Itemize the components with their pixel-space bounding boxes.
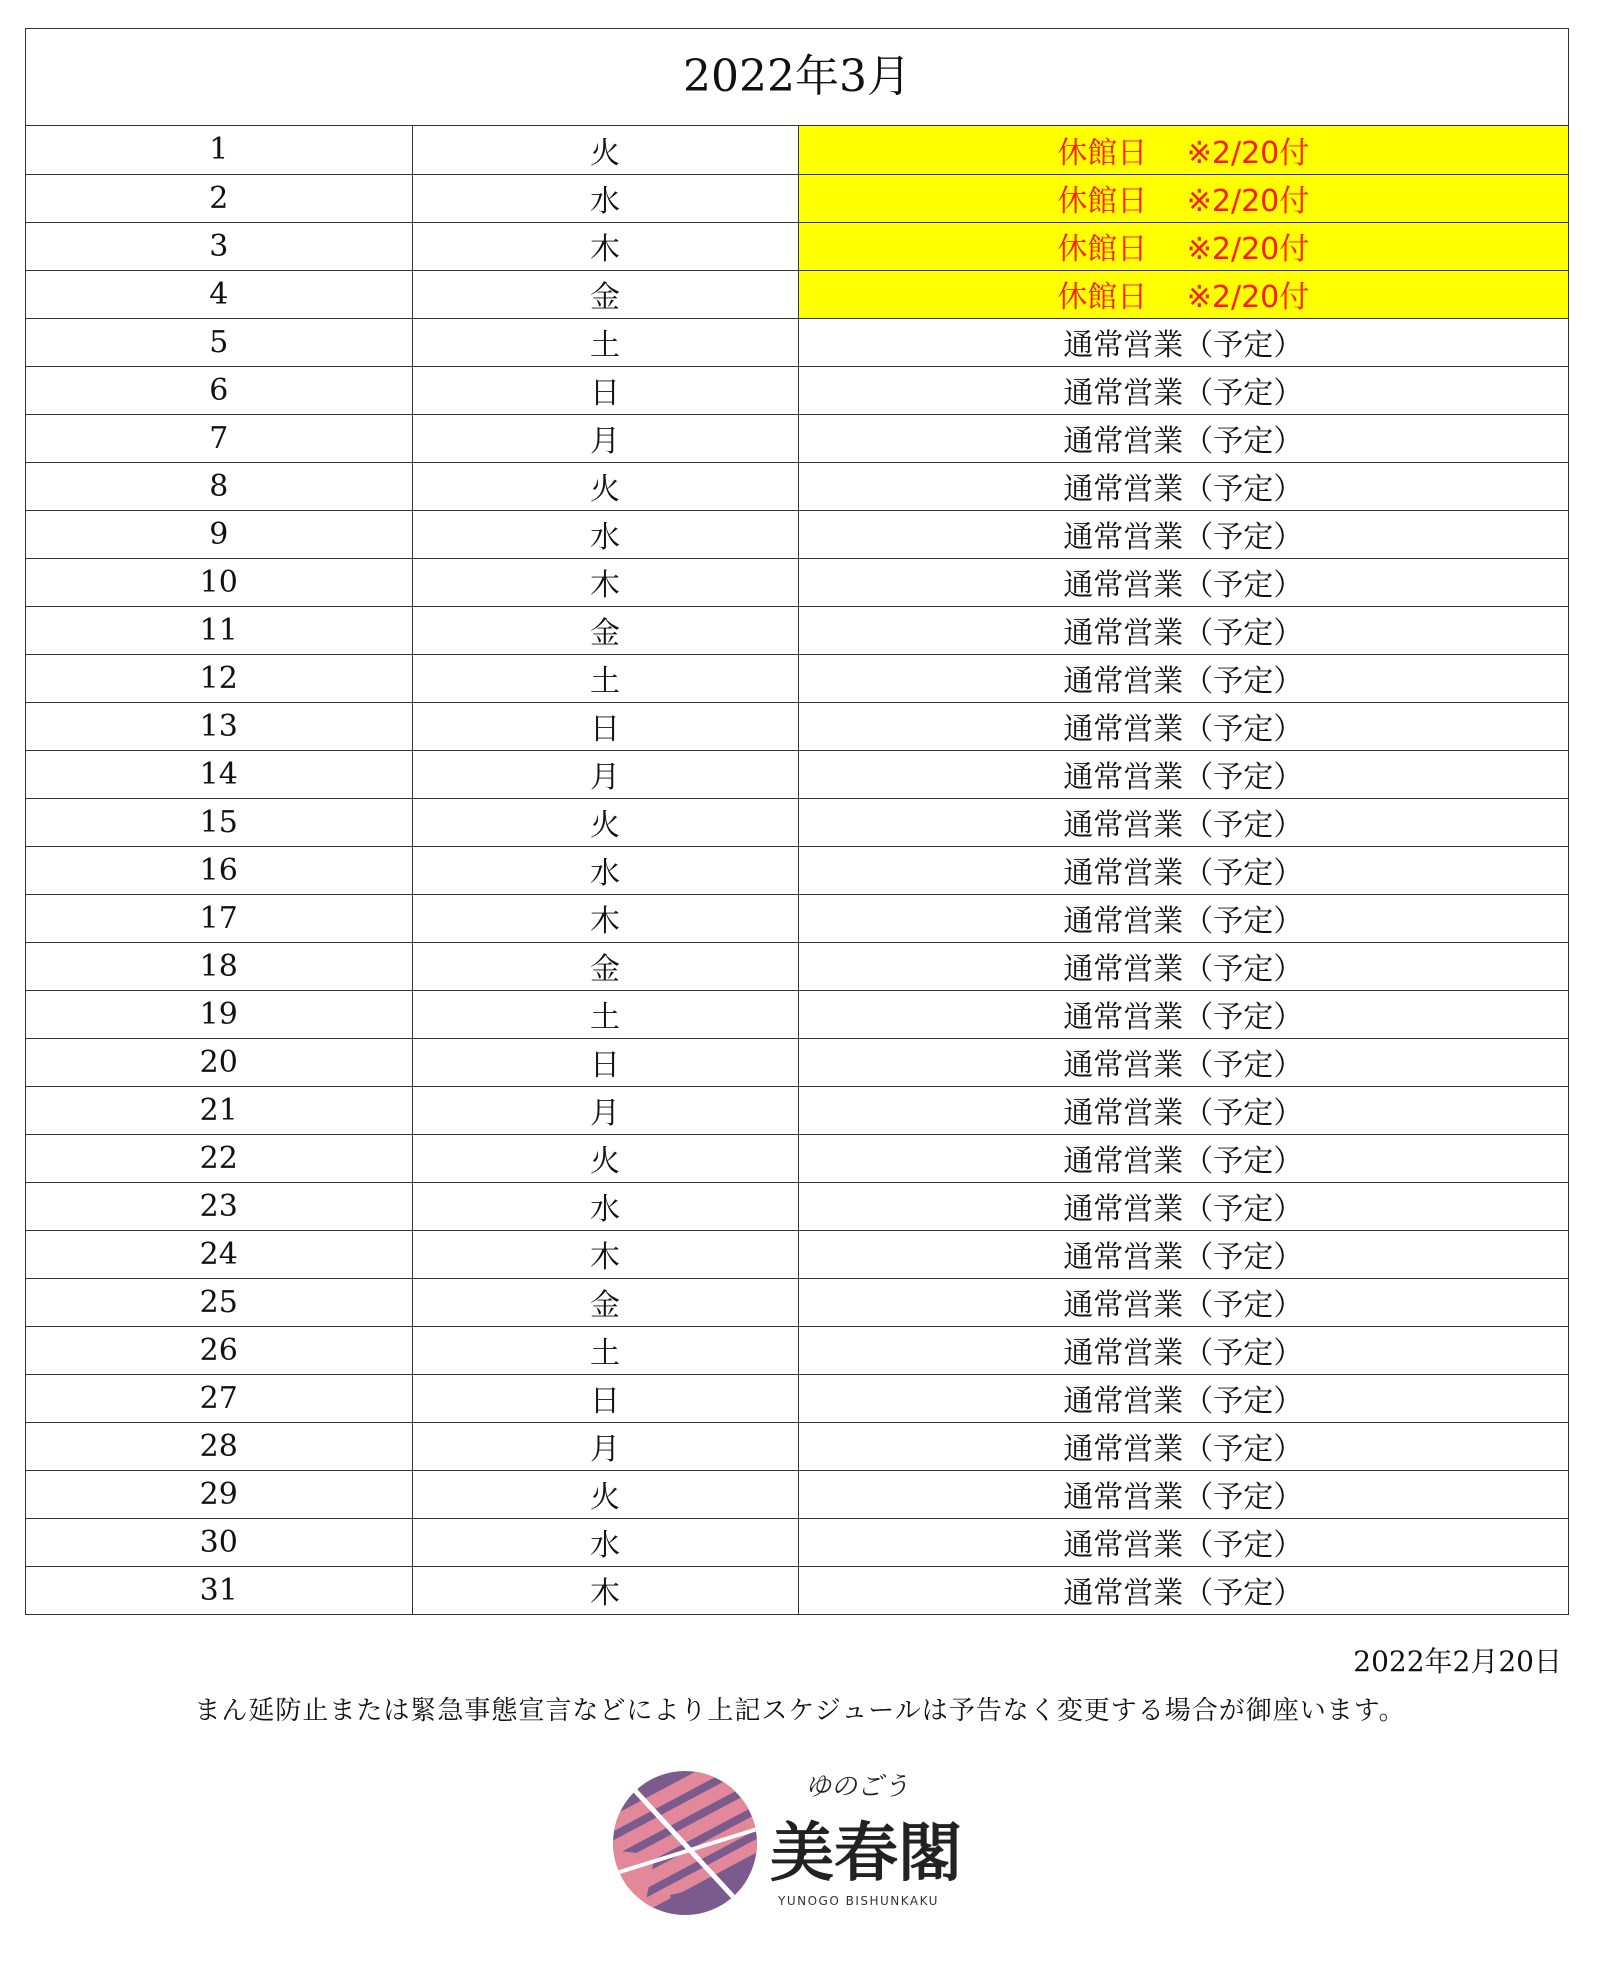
day-cell: 11: [26, 606, 412, 654]
weekday-cell: 水: [412, 510, 798, 558]
weekday-cell: 木: [412, 222, 798, 270]
day-cell: 19: [26, 990, 412, 1038]
bishunkaku-logo: [610, 1755, 990, 1945]
schedule-row: [26, 1470, 1568, 1518]
day-cell: 4: [26, 270, 412, 318]
weekday-cell: 土: [412, 318, 798, 366]
day-cell: 13: [26, 702, 412, 750]
logo-kanji: 美春閣: [770, 1816, 962, 1891]
day-cell: 16: [26, 846, 412, 894]
status-cell: 通常営業（予定）: [798, 750, 1568, 798]
status-cell: 通常営業（予定）: [798, 1470, 1568, 1518]
weekday-cell: 火: [412, 126, 798, 174]
schedule-row: [26, 1182, 1568, 1230]
status-cell: 通常営業（予定）: [798, 1038, 1568, 1086]
status-cell: 通常営業（予定）: [798, 1134, 1568, 1182]
day-cell: 14: [26, 750, 412, 798]
weekday-cell: 土: [412, 654, 798, 702]
status-cell: 通常営業（予定）: [798, 1182, 1568, 1230]
weekday-cell: 金: [412, 606, 798, 654]
day-cell: 12: [26, 654, 412, 702]
status-cell: 通常営業（予定）: [798, 1278, 1568, 1326]
day-cell: 17: [26, 894, 412, 942]
status-cell: 通常営業（予定）: [798, 510, 1568, 558]
weekday-cell: 月: [412, 750, 798, 798]
schedule-row: [26, 1422, 1568, 1470]
day-cell: 25: [26, 1278, 412, 1326]
status-cell: 通常営業（予定）: [798, 894, 1568, 942]
schedule-row: [26, 1374, 1568, 1422]
weekday-cell: 火: [412, 462, 798, 510]
day-cell: 2: [26, 174, 412, 222]
day-cell: 5: [26, 318, 412, 366]
status-cell: 通常営業（予定）: [798, 846, 1568, 894]
day-cell: 31: [26, 1566, 412, 1614]
schedule-row: [26, 270, 1568, 318]
weekday-cell: 木: [412, 558, 798, 606]
weekday-cell: 木: [412, 894, 798, 942]
weekday-cell: 土: [412, 990, 798, 1038]
logo-mark: [610, 1755, 990, 1945]
schedule-row: [26, 1230, 1568, 1278]
schedule-row: [26, 126, 1568, 174]
weekday-cell: 日: [412, 1374, 798, 1422]
status-cell: 通常営業（予定）: [798, 1422, 1568, 1470]
schedule-row: [26, 318, 1568, 366]
day-cell: 27: [26, 1374, 412, 1422]
weekday-cell: 金: [412, 270, 798, 318]
schedule-row: [26, 894, 1568, 942]
day-cell: 28: [26, 1422, 412, 1470]
month-title: 2022年3月: [26, 29, 1568, 126]
weekday-cell: 水: [412, 846, 798, 894]
weekday-cell: 火: [412, 1134, 798, 1182]
day-cell: 15: [26, 798, 412, 846]
schedule-table: [26, 126, 1568, 1614]
weekday-cell: 月: [412, 1086, 798, 1134]
weekday-cell: 水: [412, 1182, 798, 1230]
day-cell: 9: [26, 510, 412, 558]
issued-date: 2022年2月20日: [1353, 1645, 1562, 1678]
schedule-row: [26, 798, 1568, 846]
status-cell: 通常営業（予定）: [798, 462, 1568, 510]
schedule-row: [26, 462, 1568, 510]
day-cell: 23: [26, 1182, 412, 1230]
status-cell: 通常営業（予定）: [798, 990, 1568, 1038]
logo-romaji: YUNOGO BISHUNKAKU: [778, 1894, 939, 1908]
status-cell: 休館日 ※2/20付: [798, 270, 1568, 318]
weekday-cell: 木: [412, 1230, 798, 1278]
status-cell: 休館日 ※2/20付: [798, 174, 1568, 222]
status-cell: 通常営業（予定）: [798, 798, 1568, 846]
schedule-row: [26, 846, 1568, 894]
status-cell: 通常営業（予定）: [798, 1326, 1568, 1374]
schedule-row: [26, 702, 1568, 750]
status-cell: 通常営業（予定）: [798, 366, 1568, 414]
weekday-cell: 月: [412, 414, 798, 462]
logo-kana: ゆのごう: [805, 1772, 910, 1802]
day-cell: 1: [209, 132, 229, 168]
weekday-cell: 日: [412, 1038, 798, 1086]
weekday-cell: 木: [412, 1566, 798, 1614]
status-cell: 通常営業（予定）: [798, 702, 1568, 750]
schedule-row: [26, 990, 1568, 1038]
schedule-sheet: [25, 28, 1569, 1615]
schedule-row: [26, 222, 1568, 270]
schedule-row: [26, 558, 1568, 606]
weekday-cell: 火: [412, 798, 798, 846]
schedule-notice: まん延防止または緊急事態宣言などにより上記スケジュールは予告なく変更する場合が御座います。: [194, 1696, 1406, 1726]
weekday-cell: 日: [412, 366, 798, 414]
schedule-row: [26, 750, 1568, 798]
schedule-row: [26, 174, 1568, 222]
day-cell: 20: [26, 1038, 412, 1086]
schedule-body: [26, 126, 1568, 1614]
status-cell: 通常営業（予定）: [798, 1566, 1568, 1614]
weekday-cell: 月: [412, 1422, 798, 1470]
day-cell: 10: [26, 558, 412, 606]
schedule-row: [26, 654, 1568, 702]
day-cell: 8: [26, 462, 412, 510]
schedule-row: [26, 1278, 1568, 1326]
day-cell: 7: [26, 414, 412, 462]
weekday-cell: 水: [412, 1518, 798, 1566]
schedule-row: [26, 1518, 1568, 1566]
status-cell: 通常営業（予定）: [798, 1086, 1568, 1134]
status-cell: 休館日 ※2/20付: [798, 126, 1568, 174]
schedule-row: [26, 942, 1568, 990]
day-cell: 18: [26, 942, 412, 990]
schedule-row: [26, 1566, 1568, 1614]
schedule-row: [26, 1326, 1568, 1374]
status-cell: 通常営業（予定）: [798, 414, 1568, 462]
weekday-cell: 金: [412, 1278, 798, 1326]
day-cell: 24: [26, 1230, 412, 1278]
day-cell: 21: [26, 1086, 412, 1134]
weekday-cell: 日: [412, 702, 798, 750]
status-cell: 通常営業（予定）: [798, 318, 1568, 366]
day-cell: 22: [26, 1134, 412, 1182]
schedule-row: [26, 1038, 1568, 1086]
status-cell: 通常営業（予定）: [798, 1374, 1568, 1422]
schedule-row: [26, 1134, 1568, 1182]
status-cell: 休館日 ※2/20付: [798, 222, 1568, 270]
weekday-cell: 土: [412, 1326, 798, 1374]
schedule-row: [26, 606, 1568, 654]
status-cell: 通常営業（予定）: [798, 606, 1568, 654]
schedule-row: [26, 414, 1568, 462]
schedule-row: [26, 1086, 1568, 1134]
status-cell: 通常営業（予定）: [798, 942, 1568, 990]
schedule-row: [26, 510, 1568, 558]
day-cell: 6: [26, 366, 412, 414]
status-cell: 通常営業（予定）: [798, 1518, 1568, 1566]
schedule-row: [26, 366, 1568, 414]
weekday-cell: 金: [412, 942, 798, 990]
day-cell: 3: [26, 222, 412, 270]
status-cell: 通常営業（予定）: [798, 1230, 1568, 1278]
weekday-cell: 火: [412, 1470, 798, 1518]
status-cell: 通常営業（予定）: [798, 654, 1568, 702]
day-cell: 30: [26, 1518, 412, 1566]
status-cell: 通常営業（予定）: [798, 558, 1568, 606]
weekday-cell: 水: [412, 174, 798, 222]
day-cell: 29: [26, 1470, 412, 1518]
day-cell: 26: [26, 1326, 412, 1374]
